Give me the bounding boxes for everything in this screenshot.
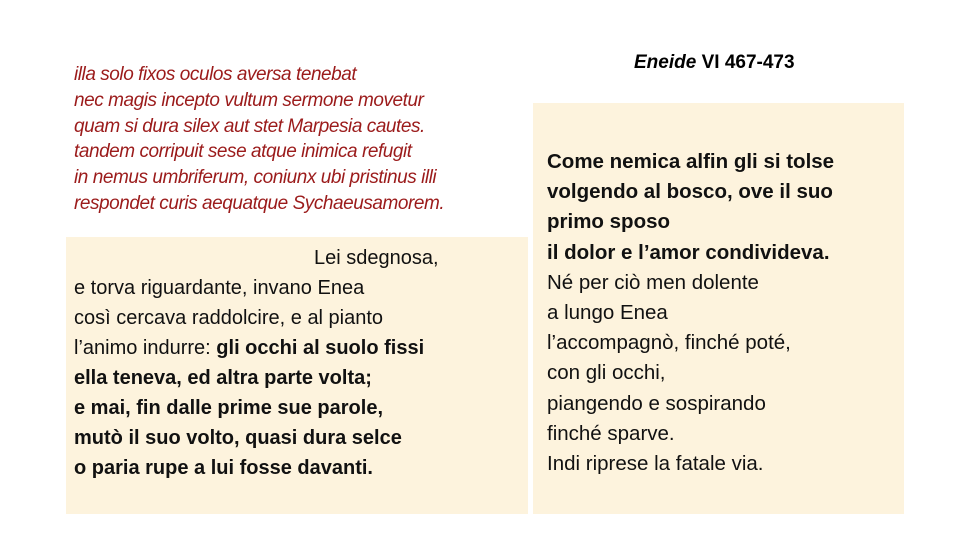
italian-line: e torva riguardante, invano Enea (74, 277, 365, 299)
source-title (634, 52, 795, 74)
italian-left-passage (74, 243, 439, 483)
latin-line: in nemus umbriferum, coniunx ubi pristinus illi (74, 167, 437, 189)
italian-line: a lungo Enea (547, 301, 668, 325)
italian-line: finché sparve. (547, 421, 675, 445)
italian-line: ella teneva, ed altra parte volta; (74, 367, 372, 389)
source-title-ref: VI 467-473 (696, 52, 795, 73)
italian-line: Né per ciò men dolente (547, 270, 759, 294)
italian-line: Lei sdegnosa, (314, 247, 439, 269)
italian-line: con gli occhi, (547, 361, 666, 385)
latin-line: nec magis incepto vultum sermone movetur (74, 89, 424, 111)
italian-line: così cercava raddolcire, e al pianto (74, 307, 384, 329)
source-title-work: Eneide (634, 52, 697, 73)
italian-line: Indi riprese la fatale via. (547, 452, 764, 476)
italian-line: volgendo al bosco, ove il suo (547, 180, 833, 204)
latin-line: tandem corripuit sese atque inimica refugit (74, 141, 412, 163)
italian-line-bold-text: gli occhi al suolo fissi (216, 337, 425, 359)
italian-line-text: l’animo indurre: (74, 337, 217, 359)
italian-line: o paria rupe a lui fosse davanti. (74, 457, 373, 479)
italian-line: il dolor e l’amor condivideva. (547, 240, 830, 264)
italian-right-passage (547, 147, 834, 479)
latin-passage (74, 62, 444, 217)
italian-line (74, 423, 439, 453)
latin-line: quam si dura silex aut stet Marpesia cautes. (74, 115, 425, 137)
latin-line: respondet curis aequatque Sychaeusamorem. (74, 192, 445, 214)
italian-line-text: il suo volto, quasi dura selce (122, 427, 402, 449)
italian-line: e mai, fin dalle prime sue parole, (74, 397, 383, 419)
italian-line: Come nemica alfin gli si tolse (547, 150, 835, 173)
italian-line: l’accompagnò, finché poté, (547, 331, 791, 355)
italian-line-bold-text: mutò (74, 427, 123, 449)
latin-line: illa solo fixos oculos aversa tenebat (74, 64, 357, 85)
italian-line: piangendo e sospirando (547, 391, 766, 415)
italian-line (74, 333, 439, 363)
italian-line: primo sposo (547, 210, 671, 234)
